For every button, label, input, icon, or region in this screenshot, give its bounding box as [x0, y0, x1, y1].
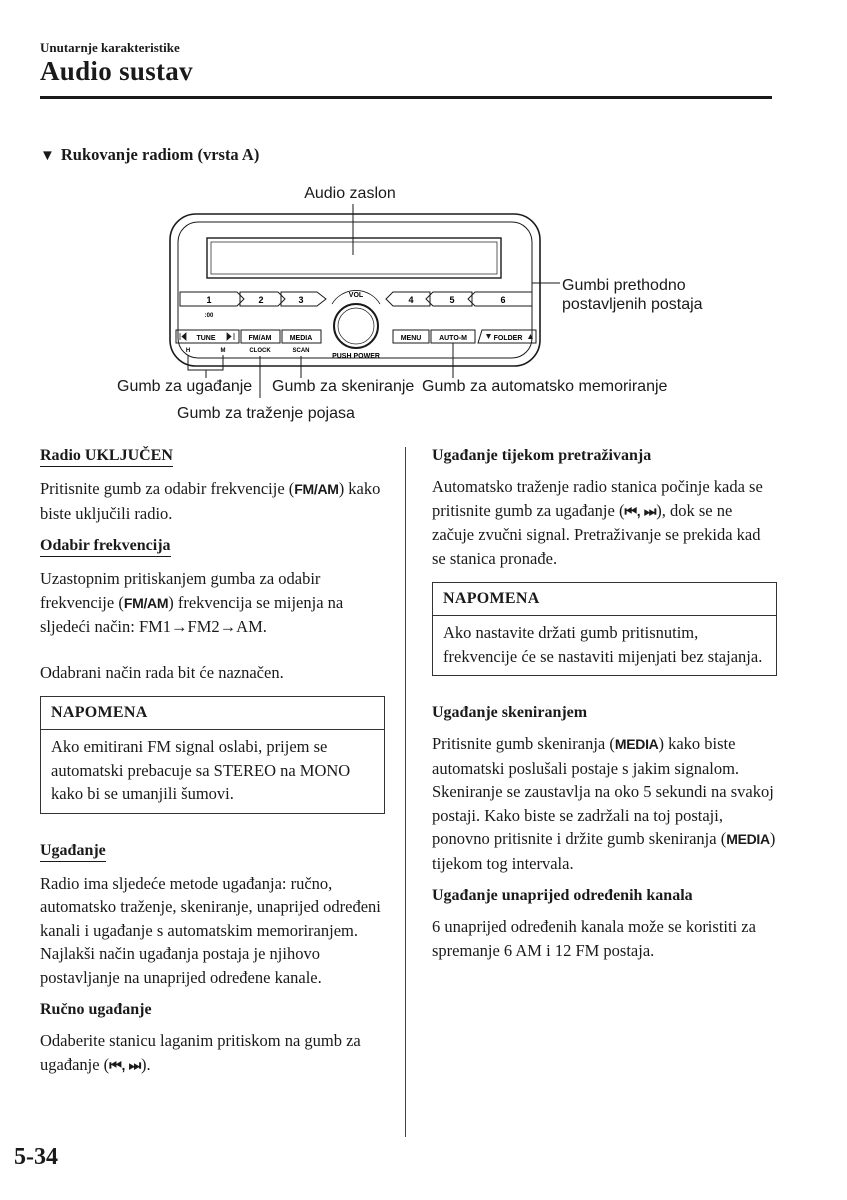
note-body: Ako nastavite držati gumb pritisnutim, frekvencije će se nastaviti mijenjati bez stajanja.: [443, 623, 763, 666]
seek-keys-label: ⏮, ⏭: [624, 502, 657, 519]
label-tune-button: Gumb za ugađanje: [117, 378, 253, 395]
frequency-heading: Odabir frekvencija: [40, 537, 171, 557]
manual-text-a: Odaberite stanicu laganim pritiskom na gumb za ugađanje (: [40, 1031, 361, 1074]
fm-am-key-label: FM/AM: [294, 481, 339, 497]
menu-label: MENU: [400, 335, 422, 342]
tuning-heading: Ugađanje: [40, 842, 106, 862]
media-key-label: MEDIA: [726, 831, 770, 847]
frequency-text-b: ) frekvencija se mijenja na sljedeći način: FM1→FM2→AM.: [40, 592, 344, 636]
preset-sub-label-1: :00: [204, 313, 214, 319]
preset-button-1[interactable]: [180, 292, 244, 319]
label-band-button: Gumb za traženje pojasa: [177, 405, 355, 422]
push-power-label: PUSH POWER: [332, 353, 380, 360]
scan-tuning-paragraph: [432, 732, 777, 875]
radio-panel-diagram: [110, 180, 730, 430]
preset-label-6: 6: [500, 295, 506, 305]
scan-text-c: ) tijekom tog intervala.: [432, 829, 776, 873]
media-label: MEDIA: [289, 335, 313, 342]
title-rule: [40, 96, 772, 99]
note-box-1: [40, 696, 385, 814]
note-body: Ako emitirani FM signal oslabi, prijem se automatski prebacuje sa STEREO na MONO kako bi se umanjili šumovi.: [51, 737, 351, 803]
preset-label-3: 3: [298, 295, 304, 305]
frequency-text-a: Uzastopnim pritiskanjem gumba za odabir frekvencije (: [40, 569, 321, 612]
column-divider: [405, 447, 406, 1137]
media-key-label: MEDIA: [614, 736, 659, 752]
right-column: [432, 447, 777, 974]
label-audio-display: Audio zaslon: [304, 185, 396, 202]
seek-keys-label: ⏮, ⏭: [109, 1056, 141, 1073]
label-preset-buttons-line1: Gumbi prethodno: [562, 277, 686, 294]
fm-am-label: FM/AM: [248, 335, 272, 342]
preset-tuning-heading: Ugađanje unaprijed određenih kanala: [432, 887, 693, 904]
seek-tuning-paragraph: [432, 475, 777, 570]
radio-on-heading: Radio UKLJUČEN: [40, 447, 173, 467]
clock-label: CLOCK: [249, 348, 271, 354]
preset-button-2[interactable]: [240, 292, 285, 306]
audio-display: [207, 238, 501, 278]
manual-text-b: ).: [140, 1054, 151, 1074]
vol-label: VOL: [348, 292, 364, 299]
fm-am-button[interactable]: [241, 330, 280, 354]
volume-knob[interactable]: [334, 304, 378, 348]
frequency-paragraph-2: Odabrani način rada bit će naznačen.: [40, 662, 284, 682]
note-box-2: [432, 582, 777, 676]
frequency-paragraph: [40, 567, 385, 639]
fm-am-key-label: FM/AM: [123, 594, 169, 611]
media-button[interactable]: [282, 330, 321, 354]
tune-label: TUNE: [196, 335, 216, 342]
preset-button-5[interactable]: [426, 292, 472, 306]
tune-m-label: M: [220, 348, 226, 354]
manual-tuning-heading: Ručno ugađanje: [40, 1001, 152, 1018]
scan-tuning-heading: Ugađanje skeniranjem: [432, 704, 588, 721]
scan-label: SCAN: [292, 348, 310, 354]
page-number: 5-34: [14, 1144, 58, 1170]
label-preset-buttons-line2: postavljenih postaja: [562, 296, 703, 313]
menu-button[interactable]: [393, 330, 429, 343]
seek-text-b: ), dok se ne začuje zvučni signal. Pretraživanje se prekida kad se stanica pronađe.: [432, 500, 761, 568]
scan-text-a: Pritisnite gumb skeniranja (: [432, 734, 615, 753]
auto-m-button[interactable]: [431, 330, 475, 343]
folder-down-icon: [486, 334, 491, 339]
scan-text-b: ) kako biste automatski poslušali postaje s jakim signalom. Skeniranje se zaustavlja na oko 5 sekundi na svakoj postaji. Kako biste se zadržali na toj postaji, ponovno pritisnite i držite gumb skeniranja (: [432, 734, 774, 848]
folder-label: FOLDER: [493, 335, 523, 342]
section-label: Unutarnje karakteristike: [40, 40, 180, 55]
note-heading: NAPOMENA: [433, 583, 776, 616]
radio-on-paragraph: [40, 477, 385, 525]
preset-button-6[interactable]: [468, 292, 532, 306]
tune-h-label: H: [185, 348, 191, 354]
radio-on-text-a: Pritisnite gumb za odabir frekvencije (: [40, 479, 295, 498]
left-column: [40, 447, 385, 1089]
page-title: Audio sustav: [40, 56, 193, 86]
manual-tuning-paragraph: [40, 1029, 385, 1077]
preset-tuning-paragraph: 6 unaprijed određenih kanala može se koristiti za spremanje 6 AM i 12 FM postaja.: [432, 917, 756, 960]
preset-label-1: 1: [206, 295, 212, 305]
seek-tuning-heading: Ugađanje tijekom pretraživanja: [432, 447, 652, 464]
subsection-title: [40, 145, 259, 165]
label-scan-button: Gumb za skeniranje: [272, 378, 415, 395]
tune-button[interactable]: [176, 330, 239, 354]
preset-label-2: 2: [258, 295, 264, 305]
label-auto-m-button: Gumb za automatsko memoriranje: [422, 378, 668, 395]
preset-label-5: 5: [449, 295, 455, 305]
folder-button[interactable]: [478, 330, 536, 343]
triangle-down-icon: ▼: [40, 148, 55, 164]
note-heading: NAPOMENA: [41, 697, 384, 730]
radio-on-text-b: ) kako biste uključili radio.: [40, 479, 381, 523]
preset-label-4: 4: [408, 295, 414, 305]
preset-button-4[interactable]: [386, 292, 430, 306]
seek-text-a: Automatsko traženje radio stanica počinje kada se pritisnite gumb za ugađanje (: [432, 477, 763, 520]
auto-m-label: AUTO-M: [439, 335, 467, 342]
tuning-paragraph: Radio ima sljedeće metode ugađanja: ručno, automatsko traženje, skeniranje, unaprijed određeni kanali i ugađanje s automatskim memoriranjem. Najlakši način ugađanja postaja je njihovo postavljanje na unaprijed određene kanale.: [40, 873, 381, 987]
preset-button-3[interactable]: [281, 292, 326, 306]
subsection-title-text: Rukovanje radiom (vrsta A): [60, 145, 260, 164]
